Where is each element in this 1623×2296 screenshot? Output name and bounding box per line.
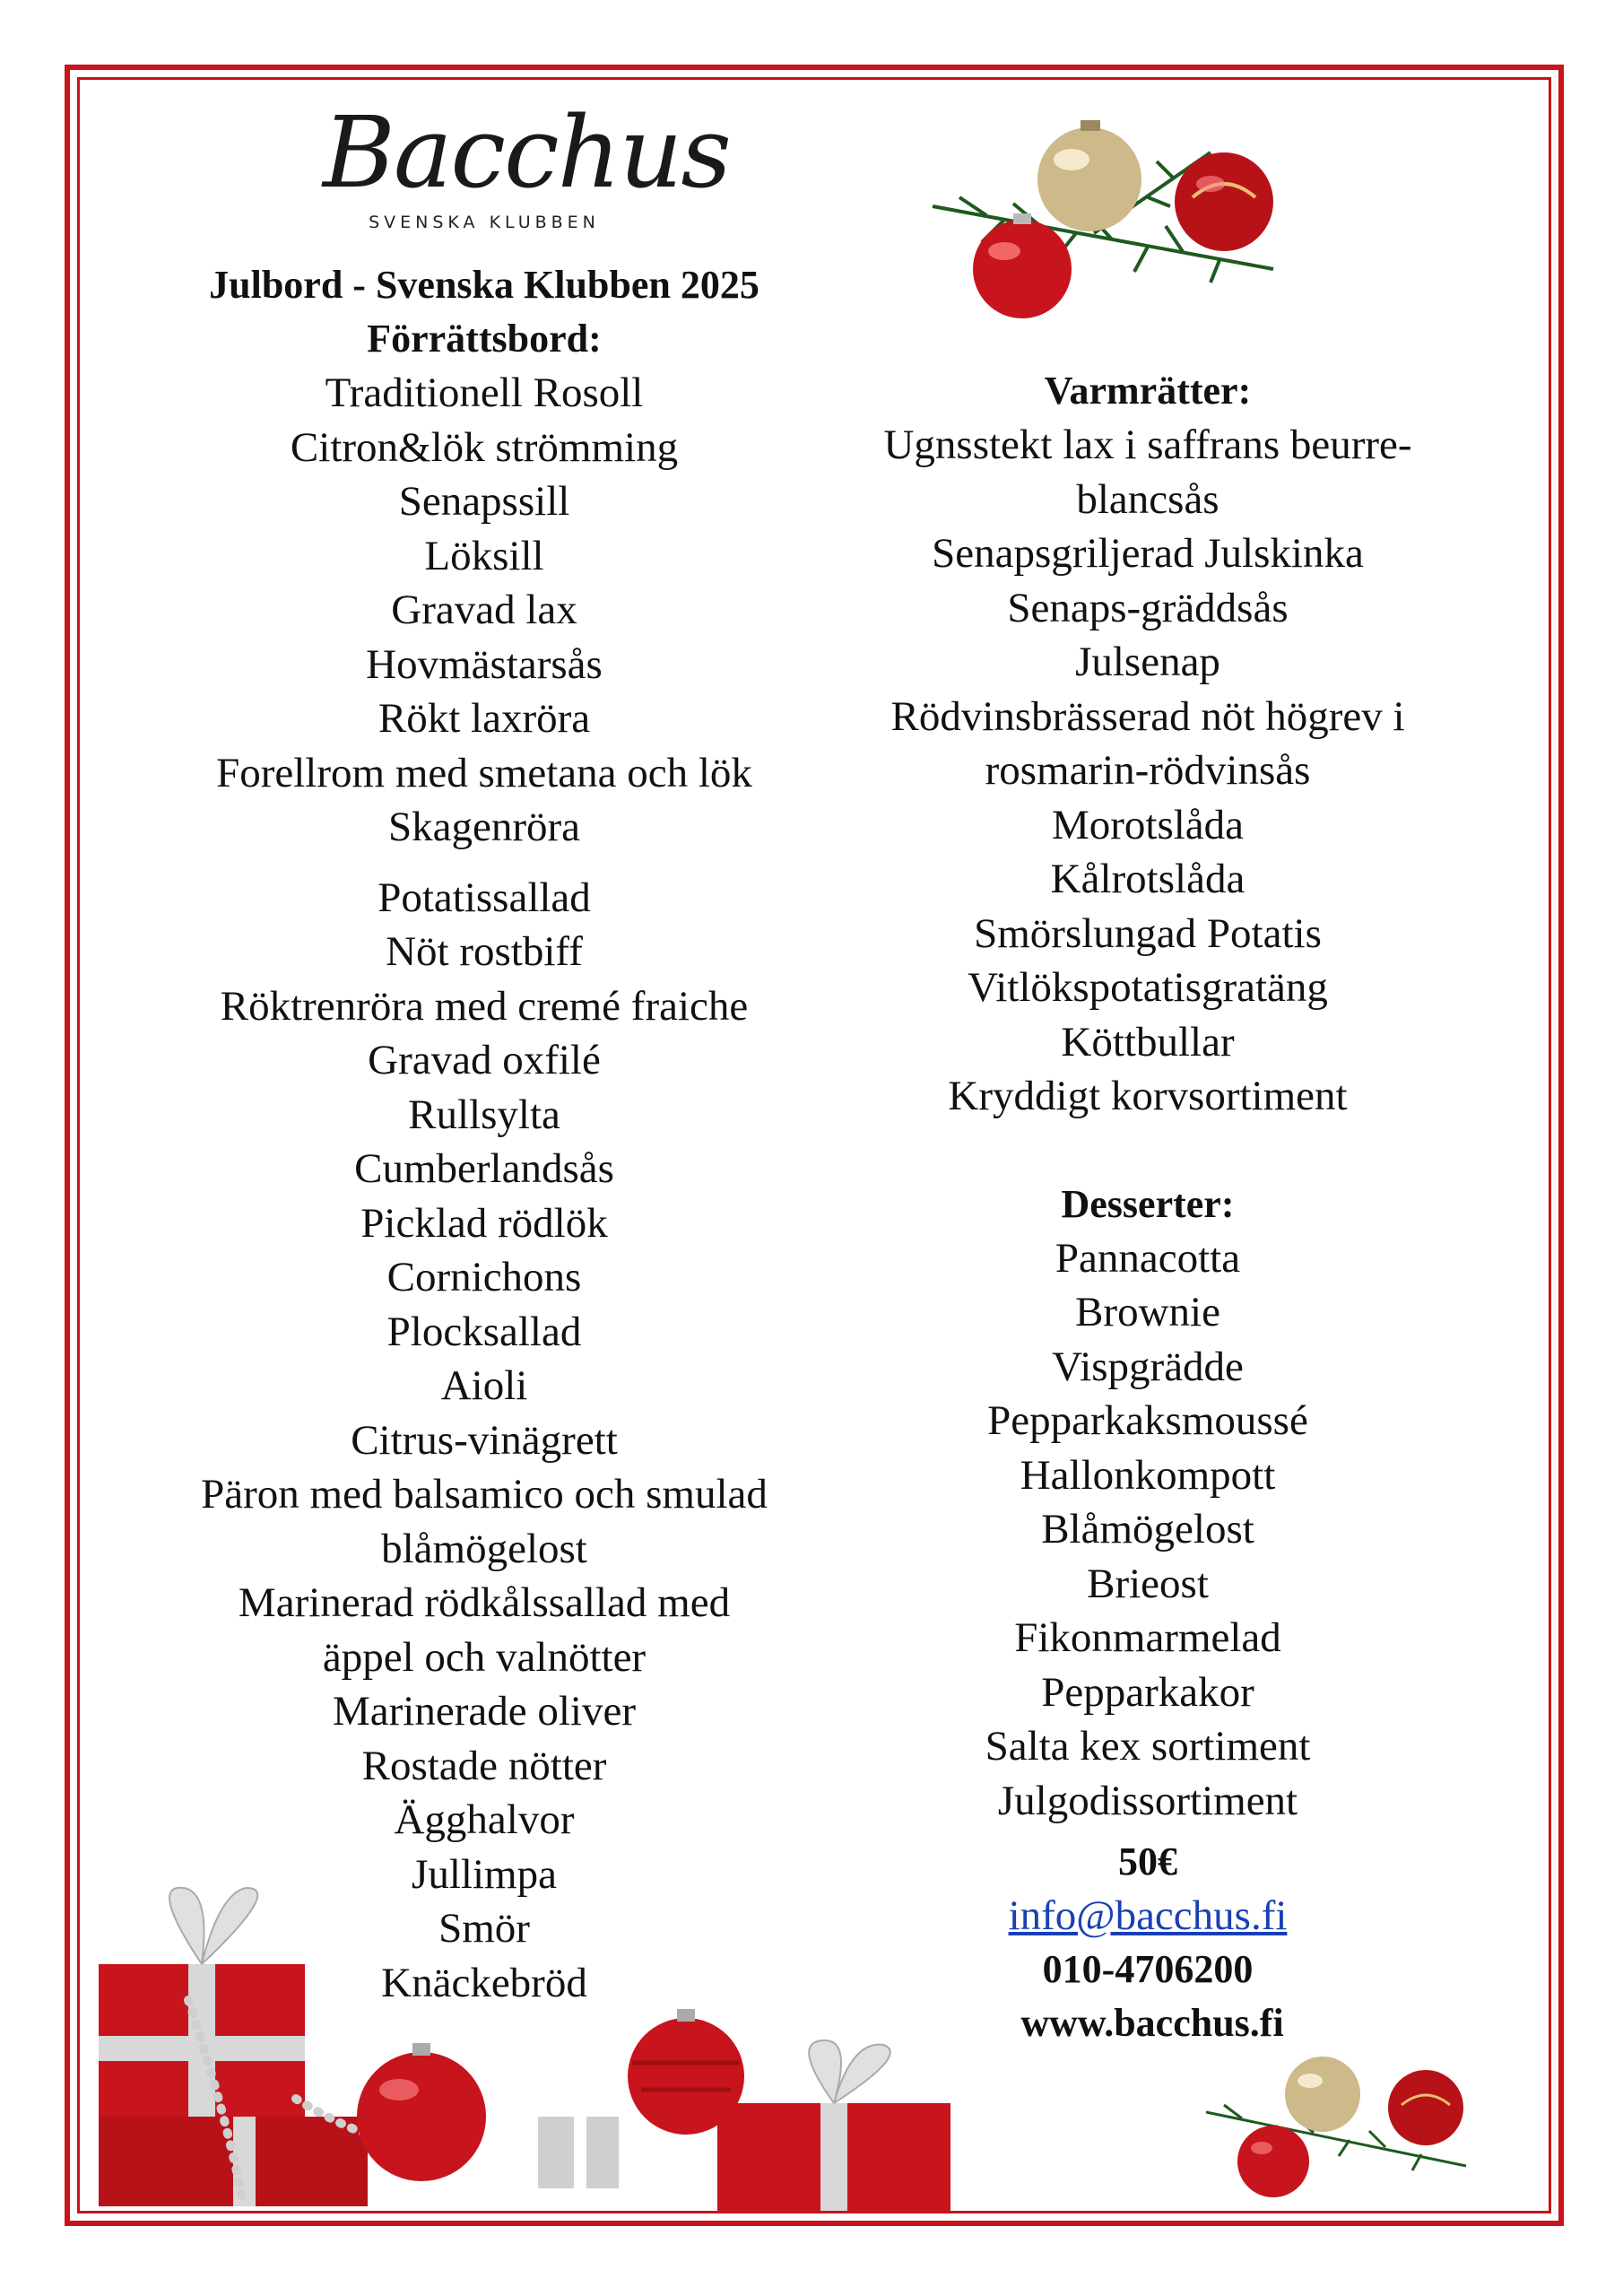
website-link[interactable]: www.bacchus.fi (1020, 2001, 1284, 2045)
list-item: Köttbullar (1061, 1018, 1235, 1065)
list-item: Pannacotta (1055, 1234, 1241, 1282)
list-item: Löksill (424, 532, 544, 579)
email-link[interactable]: info@bacchus.fi (1008, 1892, 1288, 1939)
list-item: Smör (438, 1905, 530, 1952)
logo-subtitle: SVENSKA KLUBBEN (369, 213, 600, 232)
list-item: Julgodissortiment (997, 1777, 1298, 1824)
list-item: Potatissallad (378, 874, 591, 921)
list-item: Ugnsstekt lax i saffrans beurre- (883, 422, 1412, 468)
list-item: Skagenröra (387, 804, 581, 850)
list-item: Marinerad rödkålssallad med (238, 1579, 731, 1626)
list-item: blåmögelost (381, 1525, 587, 1572)
list-item: Marinerade oliver (333, 1688, 636, 1735)
list-item: Traditionell Rosoll (325, 370, 644, 416)
christmas-ornaments-icon (1188, 2031, 1484, 2211)
list-item: Kryddigt korvsortiment (948, 1073, 1348, 1119)
list-item: Salta kex sortiment (985, 1723, 1311, 1770)
list-item: Hallonkompott (1020, 1451, 1276, 1499)
list-item: Picklad rödlök (360, 1199, 608, 1247)
list-item: Plocksallad (386, 1308, 582, 1355)
list-item: Senapsgriljerad Julskinka (932, 530, 1364, 577)
list-item: Rullsylta (408, 1091, 560, 1138)
right-column (807, 364, 1488, 2050)
desserts-heading: Desserter: (1061, 1181, 1235, 1226)
list-item: Blåmögelost (1041, 1506, 1254, 1552)
list-item: Kålrotslåda (1050, 856, 1245, 902)
list-item: Cumberlandsås (354, 1145, 614, 1192)
list-item: Pepparkakor (1041, 1668, 1254, 1716)
list-item: Rökt laxröra (378, 695, 591, 742)
list-item: äppel och valnötter (322, 1633, 647, 1681)
christmas-ornaments-icon (915, 99, 1291, 332)
list-item: Röktrenröra med cremé fraiche (220, 982, 749, 1030)
list-item: Smörslungad Potatis (974, 909, 1322, 957)
list-item: Brieost (1087, 1560, 1209, 1607)
list-item: Ägghalvor (394, 1796, 575, 1843)
price: 50€ (1118, 1839, 1177, 1883)
list-item: Citrus-vinägrett (351, 1416, 618, 1464)
list-item: Pepparkaksmoussé (987, 1397, 1308, 1444)
list-item: blancsås (1076, 475, 1219, 523)
list-item: Gravad oxfilé (368, 1037, 601, 1083)
bacchus-logo (323, 85, 730, 247)
list-item: Cornichons (386, 1254, 582, 1300)
list-item: Hovmästarsås (366, 640, 603, 688)
list-item: Knäckebröd (381, 1959, 587, 2006)
list-item: Rostade nötter (361, 1742, 607, 1789)
list-item: Morotslåda (1051, 801, 1245, 848)
list-item: Päron med balsamico och smulad (201, 1471, 768, 1518)
list-item: Gravad lax (391, 587, 577, 633)
list-item: Forellrom med smetana och lök (216, 749, 752, 796)
left-column (143, 258, 825, 2010)
list-item: Citron&lök strömming (290, 423, 679, 471)
list-item: Aioli (440, 1362, 528, 1409)
list-item: Julsenap (1075, 639, 1220, 685)
list-item: Fikonmarmelad (1014, 1614, 1281, 1661)
list-item: Nöt rostbiff (386, 928, 583, 975)
list-item: Senapssill (398, 478, 570, 525)
logo-wordmark: Bacchus (323, 95, 730, 210)
list-item: rosmarin-rödvinsås (985, 747, 1311, 794)
list-item: Brownie (1075, 1289, 1220, 1335)
gift-boxes-icon (90, 1866, 977, 2215)
list-item: Rödvinsbrässerad nöt högrev i (890, 692, 1405, 740)
starters-heading: Förrättsbord: (367, 317, 602, 361)
list-item: Vitlökspotatisgratäng (968, 964, 1328, 1011)
list-item: Vispgrädde (1052, 1343, 1244, 1390)
list-item: Jullimpa (412, 1850, 557, 1898)
phone-number: 010-4706200 (1042, 1947, 1254, 1991)
mains-heading: Varmrätter: (1044, 369, 1252, 413)
list-item: Senaps-gräddsås (1007, 584, 1289, 631)
page-title: Julbord - Svenska Klubben 2025 (209, 263, 759, 307)
